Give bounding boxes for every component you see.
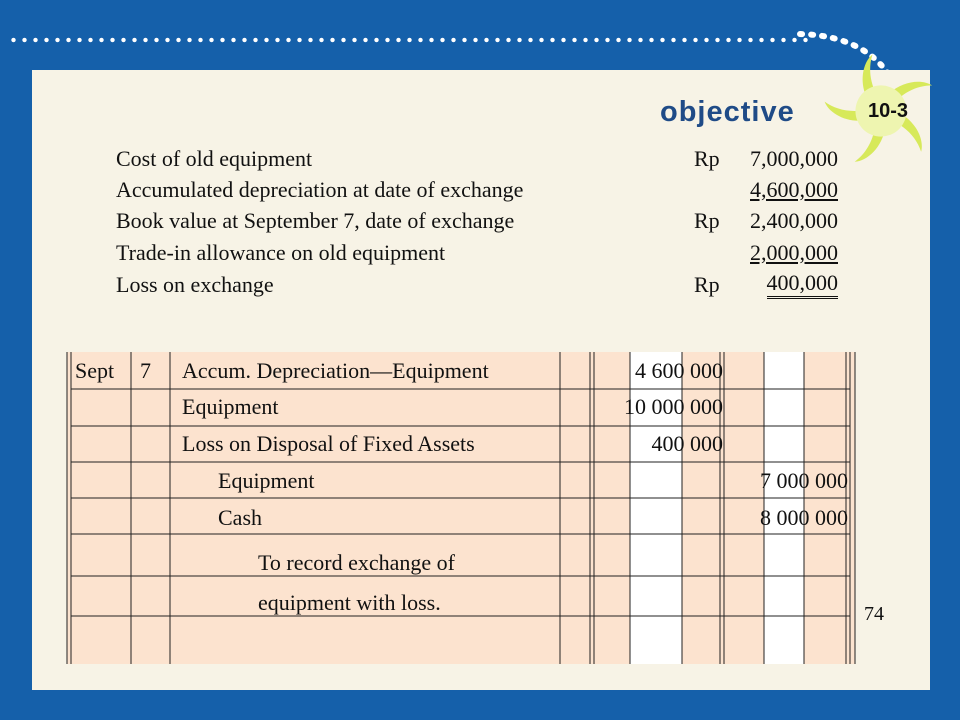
calc-label: Cost of old equipment bbox=[116, 146, 313, 171]
calc-row-cost bbox=[116, 144, 846, 174]
journal-account: Loss on Disposal of Fixed Assets bbox=[182, 431, 475, 456]
calc-amount: 2,000,000 bbox=[750, 240, 838, 265]
calc-label: Accumulated depreciation at date of exchange bbox=[116, 177, 524, 202]
journal-credit: 7 000 000 bbox=[760, 468, 848, 493]
decorative-dots bbox=[8, 36, 808, 44]
calc-amount: 4,600,000 bbox=[750, 177, 838, 202]
journal-account: Cash bbox=[218, 505, 262, 530]
calc-row-loss bbox=[116, 270, 846, 300]
calc-amount: 7,000,000 bbox=[750, 146, 838, 171]
calc-amount: 2,400,000 bbox=[750, 208, 838, 233]
calc-amount: 400,000 bbox=[767, 270, 839, 299]
objective-number: 10-3 bbox=[868, 100, 909, 122]
journal-date-month: Sept bbox=[75, 358, 115, 383]
calc-label: Loss on exchange bbox=[116, 272, 274, 297]
objective-label: objective bbox=[660, 96, 795, 128]
calc-label: Book value at September 7, date of exchange bbox=[116, 208, 515, 233]
journal-date-day: 7 bbox=[140, 358, 151, 383]
journal-table bbox=[64, 352, 859, 664]
calc-label: Trade-in allowance on old equipment bbox=[116, 240, 446, 265]
calc-row-accum-dep bbox=[116, 175, 846, 205]
calc-row-trade-in bbox=[116, 238, 846, 268]
page-number: 74 bbox=[864, 603, 884, 625]
journal-account: Accum. Depreciation—Equipment bbox=[182, 358, 489, 383]
journal-memo-line1: To record exchange of bbox=[258, 550, 455, 575]
journal-memo-line2: equipment with loss. bbox=[258, 590, 441, 615]
calc-currency: Rp bbox=[694, 208, 720, 233]
journal-debit: 10 000 000 bbox=[624, 394, 723, 419]
journal-debit: 400 000 bbox=[651, 431, 723, 456]
calc-currency: Rp bbox=[694, 272, 720, 297]
calc-currency: Rp bbox=[694, 146, 720, 171]
journal-account: Equipment bbox=[218, 468, 315, 493]
calc-row-book-value bbox=[116, 206, 846, 236]
journal-credit: 8 000 000 bbox=[760, 505, 848, 530]
journal-debit: 4 600 000 bbox=[635, 358, 723, 383]
journal-account: Equipment bbox=[182, 394, 279, 419]
